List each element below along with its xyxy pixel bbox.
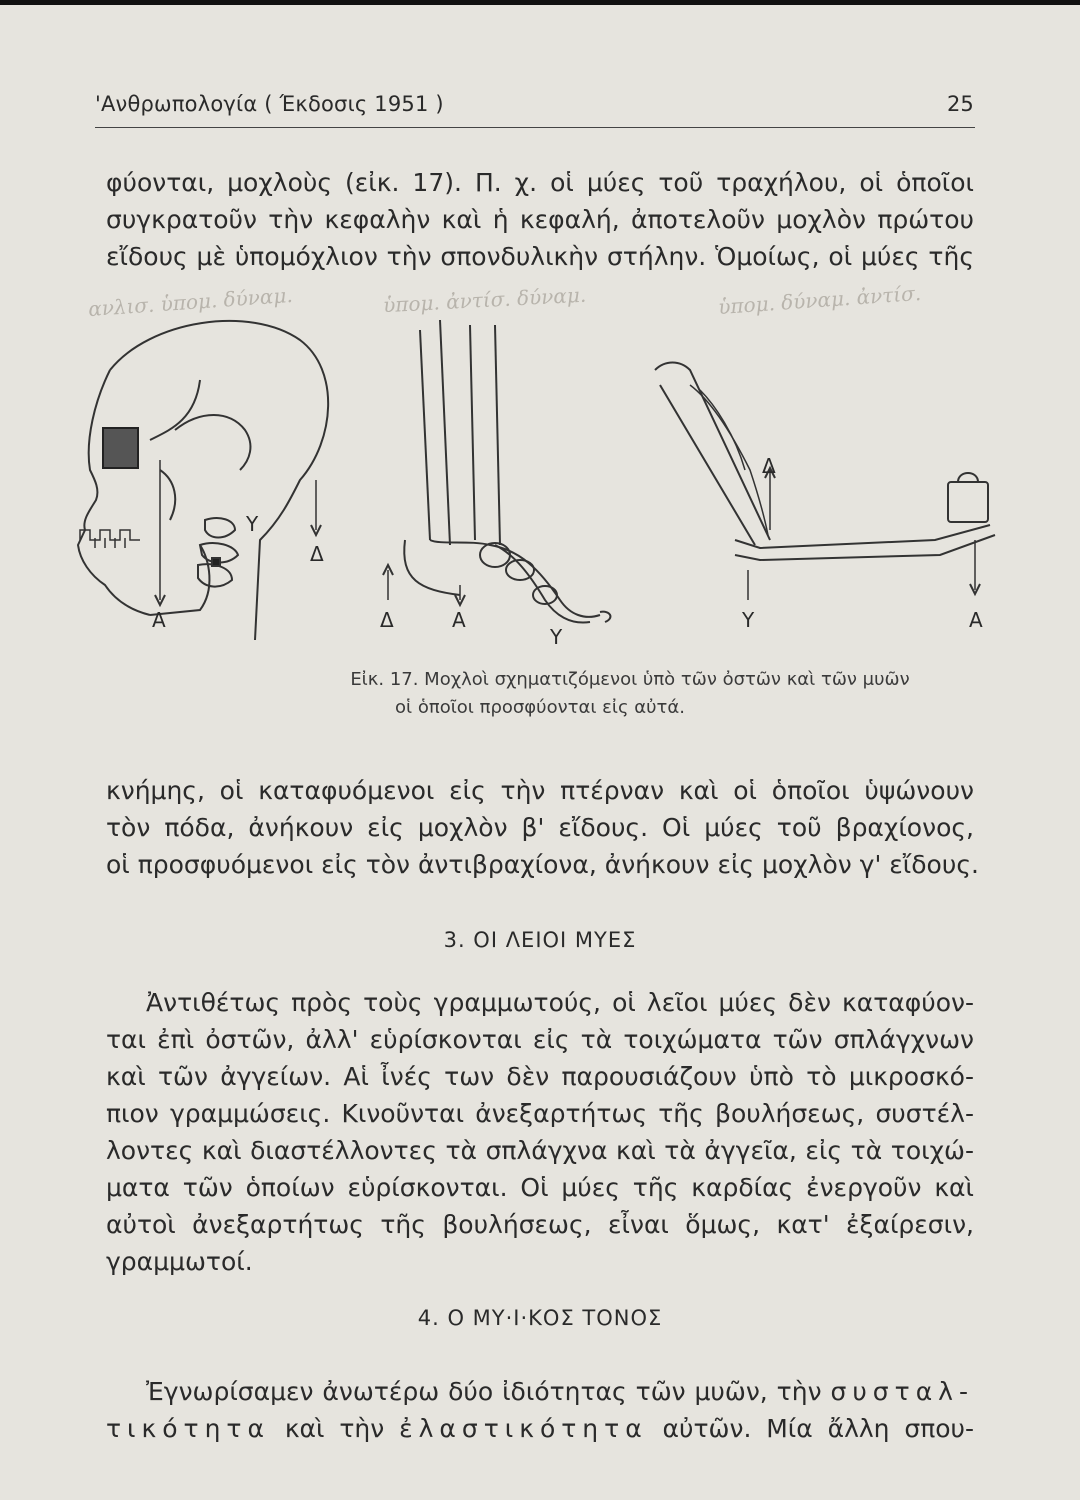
skull-label-y: Y bbox=[246, 512, 259, 536]
text-line: ματα τῶν ὁποίων εὑρίσκονται. Οἱ μύες τῆς καρδίας ἐνεργοῦν καὶ bbox=[106, 1173, 974, 1202]
emphasis-term: ἐλαστικότητα bbox=[399, 1414, 648, 1443]
emphasis-term: συσταλ- bbox=[830, 1377, 974, 1406]
foot-label-a: Α bbox=[452, 608, 466, 632]
skull-label-d: Δ bbox=[310, 542, 324, 566]
running-header-title: 'Ανθρωπολογία ( Έκδοσις 1951 ) bbox=[95, 92, 444, 116]
text-line: λοντες καὶ διαστέλλοντες τὰ σπλάγχνα καὶ τὰ ἀγγεῖα, εἰς τὰ τοιχώ- bbox=[106, 1136, 974, 1165]
text-line: γραμμωτοί. bbox=[106, 1247, 253, 1276]
handwritten-note: ὑπομ. ἀντίσ. δύναμ. bbox=[382, 282, 587, 318]
text-line: τὸν πόδα, ἀνήκουν εἰς μοχλὸν β' εἴδους. Οἱ μύες τοῦ βραχίονος, bbox=[106, 813, 974, 842]
text-run: αὐτῶν. Μία ἄλλη σπου- bbox=[662, 1414, 975, 1443]
text-line: οἱ προσφυόμενοι εἰς τὸν ἀντιβραχίονα, ἀνήκουν εἰς μοχλὸν γ' εἴδους. bbox=[106, 850, 979, 879]
section-heading-4: 4. Ο ΜΥ·Ι·ΚΟΣ ΤΟΝΟΣ bbox=[417, 1306, 663, 1330]
handwritten-note: ανλισ. ὑπομ. δύναμ. bbox=[87, 282, 294, 322]
foot-label-d: Δ bbox=[380, 608, 394, 632]
text-run: καὶ τὴν bbox=[284, 1414, 385, 1443]
text-line bbox=[106, 1373, 974, 1410]
arm-drawing bbox=[655, 363, 995, 601]
figure-17-levers bbox=[0, 0, 1080, 660]
arm-label-d: Δ bbox=[762, 454, 776, 478]
leg-foot-drawing bbox=[383, 320, 610, 623]
text-run: Ἐγνωρίσαμεν ἀνωτέρω δύο ἰδιότητας τῶν μυῶν, τὴν bbox=[146, 1377, 822, 1406]
text-line: καὶ τῶν ἀγγείων. Αἱ ἶνές των δὲν παρουσιάζουν ὑπὸ τὸ μικροσκό- bbox=[106, 1062, 974, 1091]
paragraph-2 bbox=[106, 772, 979, 883]
arm-label-y: Y bbox=[742, 608, 755, 632]
text-line: Ἀντιθέτως πρὸς τοὺς γραμμωτούς, οἱ λεῖοι μύες δὲν καταφύον- bbox=[146, 988, 974, 1017]
arm-label-a: Α bbox=[969, 608, 983, 632]
skull-label-a: Α bbox=[152, 608, 166, 632]
skull-drawing bbox=[78, 321, 328, 640]
paragraph-4 bbox=[106, 1373, 974, 1447]
handwritten-note: ὑπομ. δύναμ. ἀντίσ. bbox=[717, 280, 922, 320]
text-line: πιον γραμμώσεις. Κινοῦνται ἀνεξαρτήτως τῆς βουλήσεως, συστέλ- bbox=[106, 1099, 974, 1128]
emphasis-term: τικότητα bbox=[106, 1414, 270, 1443]
text-line: εἴδους μὲ ὑπομόχλιον τὴν σπονδυλικὴν στήλην. Ὁμοίως, οἱ μύες τῆς bbox=[106, 242, 974, 271]
text-line: κνήμης, οἱ καταφυόμενοι εἰς τὴν πτέρναν καὶ οἱ ὁποῖοι ὑψώνουν bbox=[106, 776, 974, 805]
text-line: αὐτοὶ ἀνεξαρτήτως τῆς βουλήσεως, εἶναι ὅμως, κατ' ἐξαίρεσιν, bbox=[106, 1210, 974, 1239]
page-number: 25 bbox=[947, 92, 974, 116]
figure-caption-line-2: οἱ ὁποῖοι προσφύονται εἰς αὐτά. bbox=[395, 697, 685, 718]
text-line bbox=[106, 1410, 974, 1447]
text-line: συγκρατοῦν τὴν κεφαλὴν καὶ ἡ κεφαλή, ἀποτελοῦν μοχλὸν πρώτου bbox=[106, 205, 974, 234]
text-line: φύονται, μοχλοὺς (εἰκ. 17). Π. χ. οἱ μύες τοῦ τραχήλου, οἱ ὁποῖοι bbox=[106, 168, 974, 197]
text-line: ται ἐπὶ ὀστῶν, ἀλλ' εὑρίσκονται εἰς τὰ τοιχώματα τῶν σπλάγχνων bbox=[106, 1025, 974, 1054]
figure-caption-line-1: Εἰκ. 17. Μοχλοὶ σχηματιζόμενοι ὑπὸ τῶν ὀστῶν καὶ τῶν μυῶν bbox=[350, 669, 910, 690]
paragraph-3 bbox=[106, 984, 974, 1280]
foot-label-y: Y bbox=[550, 625, 563, 649]
section-heading-3: 3. ΟΙ ΛΕΙΟΙ ΜΥΕΣ bbox=[443, 928, 637, 952]
